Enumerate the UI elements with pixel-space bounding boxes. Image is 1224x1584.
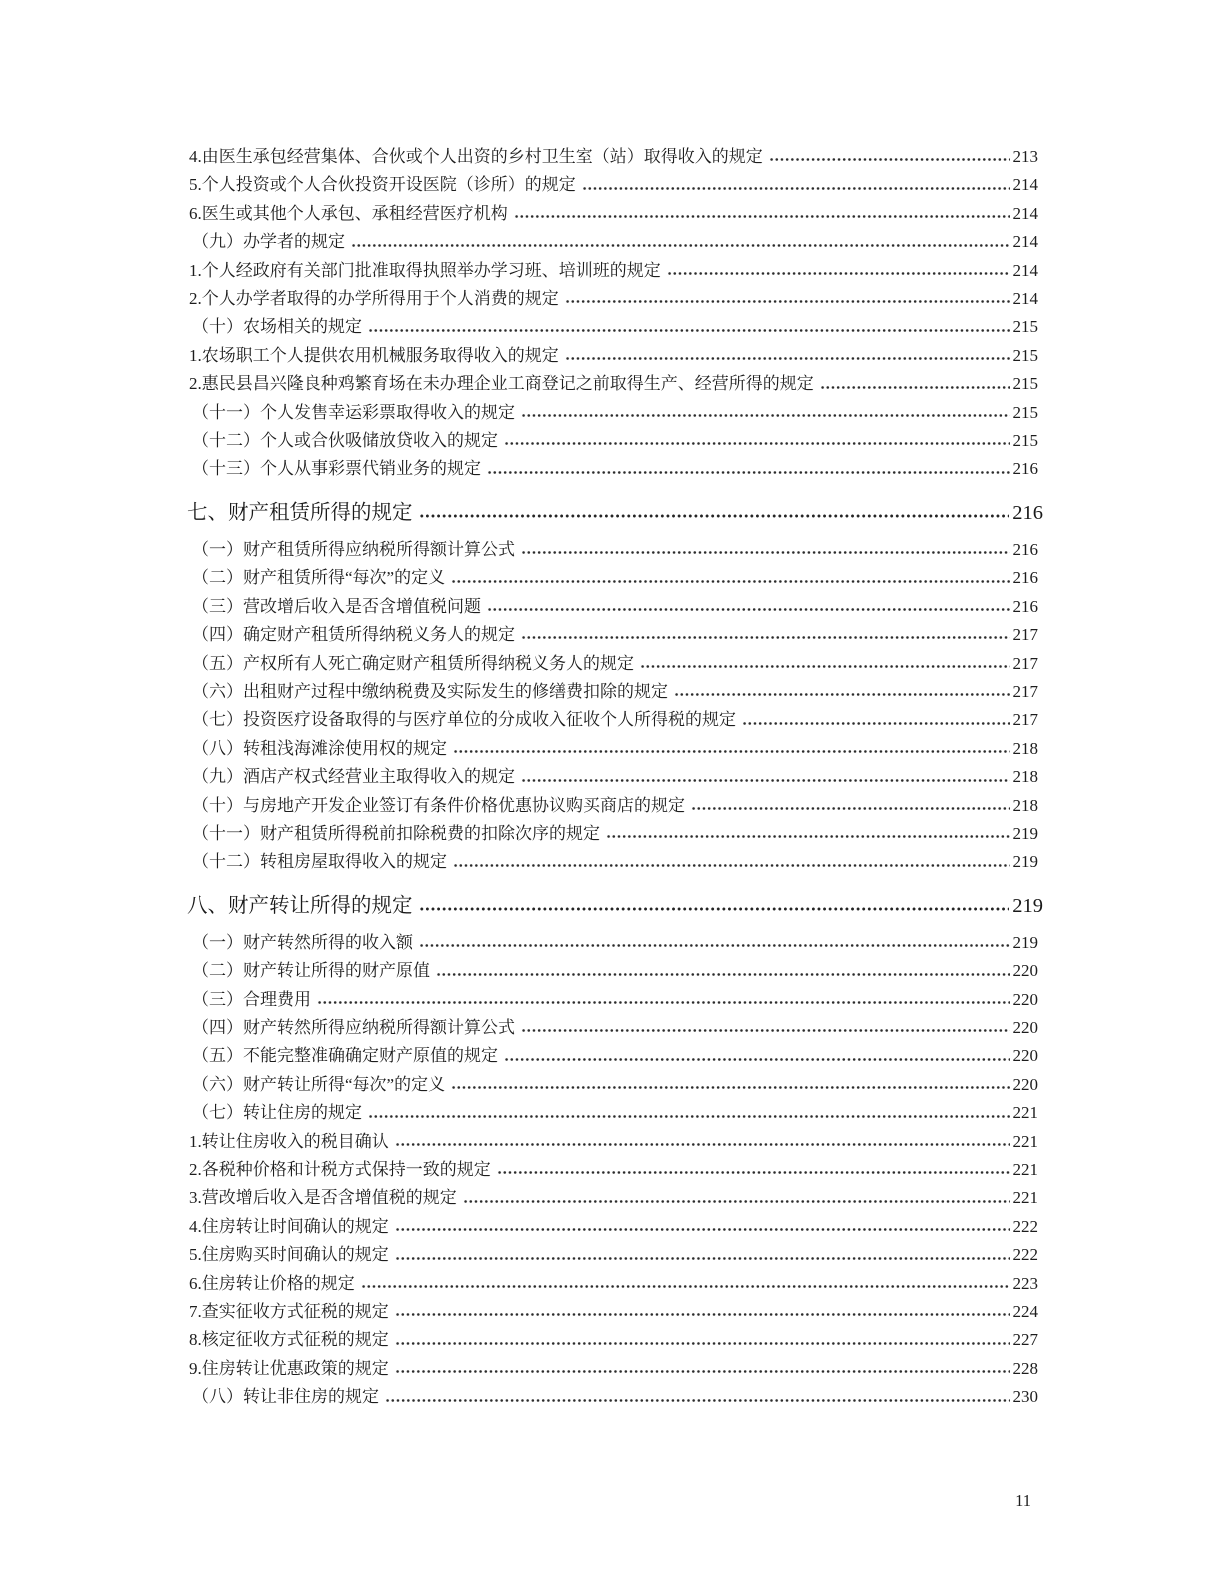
toc-entry-label: （六）财产转让所得“每次”的定义 bbox=[192, 1074, 446, 1094]
toc-entry-page-number: 214 bbox=[1012, 289, 1038, 309]
dot-leader bbox=[395, 1298, 1010, 1326]
toc-entry[interactable] bbox=[189, 1270, 1038, 1298]
toc-entry-page-number: 218 bbox=[1012, 795, 1038, 815]
toc-entry-page-number: 220 bbox=[1012, 989, 1038, 1009]
dot-leader bbox=[521, 399, 1010, 427]
toc-entry-label: 2.各税种价格和计税方式保持一致的规定 bbox=[189, 1160, 491, 1179]
toc-entry-label: （十二）个人或合伙吸储放贷收入的规定 bbox=[192, 431, 498, 451]
toc-entry-page-number: 220 bbox=[1012, 1074, 1038, 1094]
toc-entry[interactable] bbox=[192, 678, 1038, 706]
toc-entry[interactable] bbox=[192, 1042, 1038, 1070]
dot-leader bbox=[317, 986, 1010, 1014]
toc-entry-page-number: 214 bbox=[1012, 175, 1038, 195]
toc-entry-page-number: 217 bbox=[1012, 625, 1038, 645]
toc-entry-page-number: 222 bbox=[1012, 1245, 1038, 1265]
toc-entry-label: （九）酒店产权式经营业主取得收入的规定 bbox=[192, 767, 515, 787]
toc-entry-page-number: 221 bbox=[1012, 1103, 1038, 1123]
toc-entry-page-number: 214 bbox=[1012, 203, 1038, 223]
toc-entry[interactable] bbox=[192, 1099, 1038, 1127]
toc-entry[interactable] bbox=[192, 848, 1038, 876]
toc-entry-label: （四）财产转然所得应纳税所得额计算公式 bbox=[192, 1017, 515, 1037]
toc-entry-label: （十二）转租房屋取得收入的规定 bbox=[192, 852, 447, 872]
toc-entry-label: （十三）个人从事彩票代销业务的规定 bbox=[192, 459, 481, 479]
toc-entry-label: （七）投资医疗设备取得的与医疗单位的分成收入征收个人所得税的规定 bbox=[192, 710, 736, 730]
dot-leader bbox=[514, 200, 1010, 228]
toc-entry-page-number: 221 bbox=[1012, 1160, 1038, 1179]
toc-entry-label: （十）与房地产开发企业签订有条件价格优惠协议购买商店的规定 bbox=[192, 795, 685, 815]
dot-leader bbox=[419, 929, 1010, 957]
dot-leader bbox=[395, 1241, 1010, 1269]
toc-entry-label: 9.住房转让优惠政策的规定 bbox=[189, 1358, 389, 1378]
toc-entry[interactable] bbox=[189, 257, 1038, 285]
toc-entry-label: （一）财产转然所得的收入额 bbox=[192, 932, 413, 952]
toc-entry[interactable] bbox=[192, 593, 1038, 621]
toc-entry[interactable] bbox=[192, 399, 1038, 427]
toc-entry-label: 8.核定征收方式征税的规定 bbox=[189, 1330, 389, 1350]
toc-entry[interactable] bbox=[192, 536, 1038, 564]
toc-entry-label: 1.转让住房收入的税目确认 bbox=[189, 1131, 389, 1151]
toc-entry[interactable] bbox=[189, 1184, 1038, 1212]
toc-entry-page-number: 214 bbox=[1012, 260, 1038, 280]
table-of-contents bbox=[187, 143, 1043, 1412]
toc-entry-label: （八）转租浅海滩涂使用权的规定 bbox=[192, 738, 447, 758]
toc-entry[interactable] bbox=[189, 370, 1038, 398]
toc-entry-label: 1.个人经政府有关部门批准取得执照举办学习班、培训班的规定 bbox=[189, 260, 661, 280]
toc-entry-page-number: 216 bbox=[1012, 501, 1043, 524]
toc-entry-page-number: 219 bbox=[1012, 932, 1038, 952]
dot-leader bbox=[582, 171, 1010, 199]
toc-entry[interactable] bbox=[192, 763, 1038, 791]
dot-leader bbox=[497, 1156, 1010, 1184]
dot-leader bbox=[395, 1355, 1010, 1383]
toc-entry-page-number: 220 bbox=[1012, 961, 1038, 981]
toc-entry-page-number: 221 bbox=[1012, 1188, 1038, 1208]
toc-entry-label: （八）转让非住房的规定 bbox=[192, 1387, 379, 1407]
page-number: 11 bbox=[1015, 1491, 1031, 1510]
toc-entry[interactable] bbox=[192, 735, 1038, 763]
toc-entry-page-number: 220 bbox=[1012, 1017, 1038, 1037]
dot-leader bbox=[521, 621, 1010, 649]
toc-entry[interactable] bbox=[189, 1213, 1038, 1241]
toc-entry-page-number: 215 bbox=[1012, 402, 1038, 422]
toc-entry[interactable] bbox=[189, 1298, 1038, 1326]
dot-leader bbox=[451, 564, 1009, 592]
toc-entry-label: 7.查实征收方式征税的规定 bbox=[189, 1302, 389, 1322]
toc-entry[interactable] bbox=[192, 427, 1038, 455]
toc-entry-label: 6.住房转让价格的规定 bbox=[189, 1273, 355, 1293]
dot-leader bbox=[487, 455, 1010, 483]
toc-entry-label: 5.住房购买时间确认的规定 bbox=[189, 1245, 389, 1265]
toc-entry[interactable] bbox=[189, 1241, 1038, 1269]
toc-entry-page-number: 219 bbox=[1012, 852, 1038, 872]
toc-entry-page-number: 215 bbox=[1012, 345, 1038, 365]
toc-entry-label: （九）办学者的规定 bbox=[192, 232, 345, 252]
toc-entry-label: 八、财产转让所得的规定 bbox=[187, 894, 413, 917]
toc-entry-page-number: 220 bbox=[1012, 1046, 1038, 1066]
toc-entry-page-number: 224 bbox=[1012, 1302, 1038, 1322]
toc-entry-page-number: 214 bbox=[1012, 232, 1038, 252]
toc-entry-label: （七）转让住房的规定 bbox=[192, 1103, 362, 1123]
toc-entry[interactable] bbox=[192, 820, 1038, 848]
toc-entry[interactable] bbox=[192, 455, 1038, 483]
toc-entry-page-number: 228 bbox=[1012, 1358, 1038, 1378]
dot-leader bbox=[521, 1014, 1010, 1042]
toc-entry-page-number: 219 bbox=[1012, 894, 1043, 917]
toc-entry-label: （十）农场相关的规定 bbox=[192, 317, 362, 337]
dot-leader bbox=[368, 313, 1010, 341]
toc-entry-label: （三）营改增后收入是否含增值税问题 bbox=[192, 596, 481, 616]
dot-leader bbox=[640, 650, 1010, 678]
toc-entry-page-number: 218 bbox=[1012, 767, 1038, 787]
dot-leader bbox=[361, 1270, 1010, 1298]
dot-leader bbox=[453, 848, 1010, 876]
dot-leader bbox=[820, 370, 1010, 398]
toc-entry[interactable] bbox=[189, 1355, 1038, 1383]
toc-entry-label: 1.农场职工个人提供农用机械服务取得收入的规定 bbox=[189, 345, 559, 365]
toc-entry-label: 3.营改增后收入是否含增值税的规定 bbox=[189, 1188, 457, 1208]
toc-entry-page-number: 215 bbox=[1012, 431, 1038, 451]
toc-entry[interactable] bbox=[189, 342, 1038, 370]
dot-leader bbox=[395, 1128, 1010, 1156]
toc-entry-label: （五）产权所有人死亡确定财产租赁所得纳税义务人的规定 bbox=[192, 653, 634, 673]
toc-entry-label: （四）确定财产租赁所得纳税义务人的规定 bbox=[192, 625, 515, 645]
toc-entry[interactable] bbox=[192, 1071, 1038, 1099]
toc-entry[interactable] bbox=[189, 1156, 1038, 1184]
toc-entry-label: （六）出租财产过程中缴纳税费及实际发生的修缮费扣除的规定 bbox=[192, 681, 668, 701]
toc-entry[interactable] bbox=[192, 792, 1038, 820]
toc-entry-label: （一）财产租赁所得应纳税所得额计算公式 bbox=[192, 539, 515, 559]
toc-entry-page-number: 217 bbox=[1012, 653, 1038, 673]
dot-leader bbox=[504, 1042, 1010, 1070]
toc-entry[interactable] bbox=[189, 1128, 1038, 1156]
dot-leader bbox=[419, 498, 1010, 529]
toc-entry-label: 2.惠民县昌兴隆良种鸡繁育场在未办理企业工商登记之前取得生产、经营所得的规定 bbox=[189, 374, 814, 394]
toc-entry-label: （十一）个人发售幸运彩票取得收入的规定 bbox=[192, 402, 515, 422]
dot-leader bbox=[606, 820, 1010, 848]
toc-entry-page-number: 230 bbox=[1012, 1387, 1038, 1407]
dot-leader bbox=[453, 735, 1010, 763]
dot-leader bbox=[769, 143, 1010, 171]
dot-leader bbox=[565, 285, 1010, 313]
toc-entry[interactable] bbox=[189, 1326, 1038, 1354]
toc-entry[interactable] bbox=[192, 706, 1038, 734]
toc-entry-label: 6.医生或其他个人承包、承租经营医疗机构 bbox=[189, 203, 508, 223]
toc-entry-label: 4.由医生承包经营集体、合伙或个人出资的乡村卫生室（站）取得收入的规定 bbox=[189, 147, 763, 166]
dot-leader bbox=[463, 1184, 1010, 1212]
toc-entry-label: 5.个人投资或个人合伙投资开设医院（诊所）的规定 bbox=[189, 175, 576, 195]
toc-entry-label: （三）合理费用 bbox=[192, 989, 311, 1009]
dot-leader bbox=[395, 1213, 1010, 1241]
toc-entry-label: 4.住房转让时间确认的规定 bbox=[189, 1216, 389, 1236]
dot-leader bbox=[691, 792, 1010, 820]
toc-entry[interactable] bbox=[192, 1014, 1038, 1042]
dot-leader bbox=[504, 427, 1010, 455]
toc-entry-page-number: 216 bbox=[1012, 459, 1038, 479]
toc-entry[interactable] bbox=[192, 650, 1038, 678]
dot-leader bbox=[521, 763, 1010, 791]
toc-entry-page-number: 217 bbox=[1012, 681, 1038, 701]
toc-entry-label: （五）不能完整准确确定财产原值的规定 bbox=[192, 1046, 498, 1066]
dot-leader bbox=[395, 1326, 1010, 1354]
toc-entry-page-number: 215 bbox=[1012, 374, 1038, 394]
toc-section-entry[interactable] bbox=[187, 891, 1043, 922]
dot-leader bbox=[487, 593, 1010, 621]
dot-leader bbox=[451, 1071, 1009, 1099]
toc-entry[interactable] bbox=[192, 929, 1038, 957]
toc-entry[interactable] bbox=[189, 285, 1038, 313]
toc-entry-page-number: 216 bbox=[1012, 568, 1038, 588]
toc-entry-label: （二）财产转让所得的财产原值 bbox=[192, 961, 430, 981]
dot-leader bbox=[667, 257, 1010, 285]
dot-leader bbox=[742, 706, 1010, 734]
toc-entry-page-number: 216 bbox=[1012, 596, 1038, 616]
dot-leader bbox=[385, 1383, 1010, 1411]
toc-entry[interactable] bbox=[189, 143, 1038, 171]
toc-entry-label: 七、财产租赁所得的规定 bbox=[187, 501, 413, 524]
toc-entry-page-number: 215 bbox=[1012, 317, 1038, 337]
toc-entry-page-number: 227 bbox=[1012, 1330, 1038, 1350]
dot-leader bbox=[419, 891, 1010, 922]
toc-entry-page-number: 218 bbox=[1012, 738, 1038, 758]
dot-leader bbox=[521, 536, 1010, 564]
toc-entry-page-number: 223 bbox=[1012, 1273, 1038, 1293]
dot-leader bbox=[674, 678, 1010, 706]
toc-entry-label: （二）财产租赁所得“每次”的定义 bbox=[192, 568, 446, 588]
toc-entry[interactable] bbox=[192, 986, 1038, 1014]
toc-entry[interactable] bbox=[192, 621, 1038, 649]
toc-entry-label: 2.个人办学者取得的办学所得用于个人消费的规定 bbox=[189, 289, 559, 309]
dot-leader bbox=[565, 342, 1010, 370]
toc-entry-page-number: 222 bbox=[1012, 1216, 1038, 1236]
dot-leader bbox=[368, 1099, 1010, 1127]
toc-entry[interactable] bbox=[192, 957, 1038, 985]
toc-entry-page-number: 219 bbox=[1012, 823, 1038, 843]
toc-entry-page-number: 217 bbox=[1012, 710, 1038, 730]
toc-entry-label: （十一）财产租赁所得税前扣除税费的扣除次序的规定 bbox=[192, 823, 600, 843]
toc-section-entry[interactable] bbox=[187, 498, 1043, 529]
dot-leader bbox=[351, 228, 1010, 256]
toc-entry-page-number: 216 bbox=[1012, 539, 1038, 559]
toc-entry-page-number: 221 bbox=[1012, 1131, 1038, 1151]
toc-entry[interactable] bbox=[192, 1383, 1038, 1411]
toc-entry[interactable] bbox=[192, 313, 1038, 341]
toc-entry-page-number: 213 bbox=[1012, 147, 1038, 166]
toc-entry[interactable] bbox=[192, 228, 1038, 256]
toc-entry[interactable] bbox=[189, 171, 1038, 199]
toc-entry[interactable] bbox=[189, 200, 1038, 228]
dot-leader bbox=[436, 957, 1010, 985]
toc-entry[interactable] bbox=[192, 564, 1038, 592]
